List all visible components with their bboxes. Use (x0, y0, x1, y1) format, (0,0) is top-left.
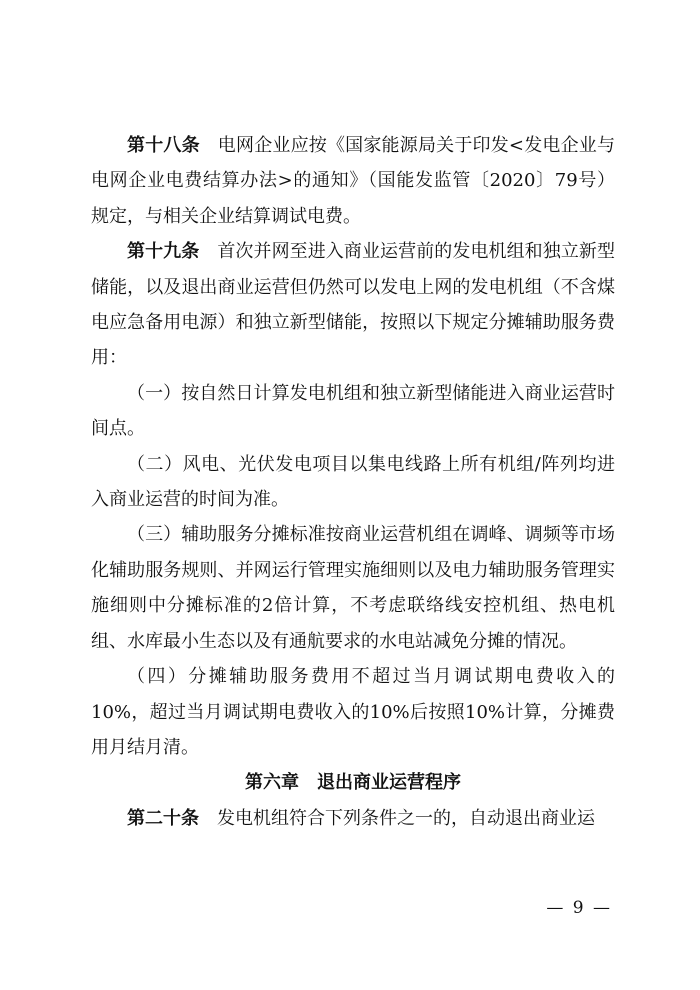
article-20-heading: 第二十条 (127, 807, 199, 829)
article-18-body: 电网企业应按《国家能源局关于印发<发电企业与电网企业电费结算办法>的通知》（国能发监管〔2020〕79号）规定，与相关企业结算调试电费。 (91, 135, 615, 227)
document-body (91, 128, 615, 836)
article-19-body: 首次并网至进入商业运营前的发电机组和独立新型储能，以及退出商业运营但仍然可以发电上网的发电机组（不含煤电应急备用电源）和独立新型储能，按照以下规定分摊辅助服务费用： (91, 241, 616, 369)
article-20 (91, 801, 615, 836)
chapter-6-number: 第六章 (245, 772, 299, 794)
article-19-item-2: （二）风电、光伏发电项目以集电线路上所有机组/阵列均进入商业运营的时间为准。 (91, 453, 615, 511)
article-20-body: 发电机组符合下列条件之一的，自动退出商业运 (217, 807, 595, 829)
article-19 (91, 234, 615, 376)
article-19-item-1: （一）按自然日计算发电机组和独立新型储能进入商业运营时间点。 (91, 382, 615, 440)
page-number: — 9 — (546, 898, 612, 918)
chapter-6-name: 退出商业运营程序 (317, 772, 461, 794)
article-19-heading: 第十九条 (127, 241, 200, 263)
article-18 (91, 128, 615, 234)
article-19-item-3: （三）辅助服务分摊标准按商业运营机组在调峰、调频等市场化辅助服务规则、并网运行管理实施细则以及电力辅助服务管理实施细则中分摊标准的2倍计算，不考虑联络线安控机组、热电机组、水库最小生态以及有通航要求的水电站减免分摊的情况。 (91, 524, 615, 652)
article-18-heading: 第十八条 (127, 135, 200, 156)
article-19-item-4: （四）分摊辅助服务费用不超过当月调试期电费收入的10%，超过当月调试期电费收入的10%后按照10%计算，分摊费用月结月清。 (91, 666, 615, 758)
chapter-6-title (91, 765, 615, 800)
